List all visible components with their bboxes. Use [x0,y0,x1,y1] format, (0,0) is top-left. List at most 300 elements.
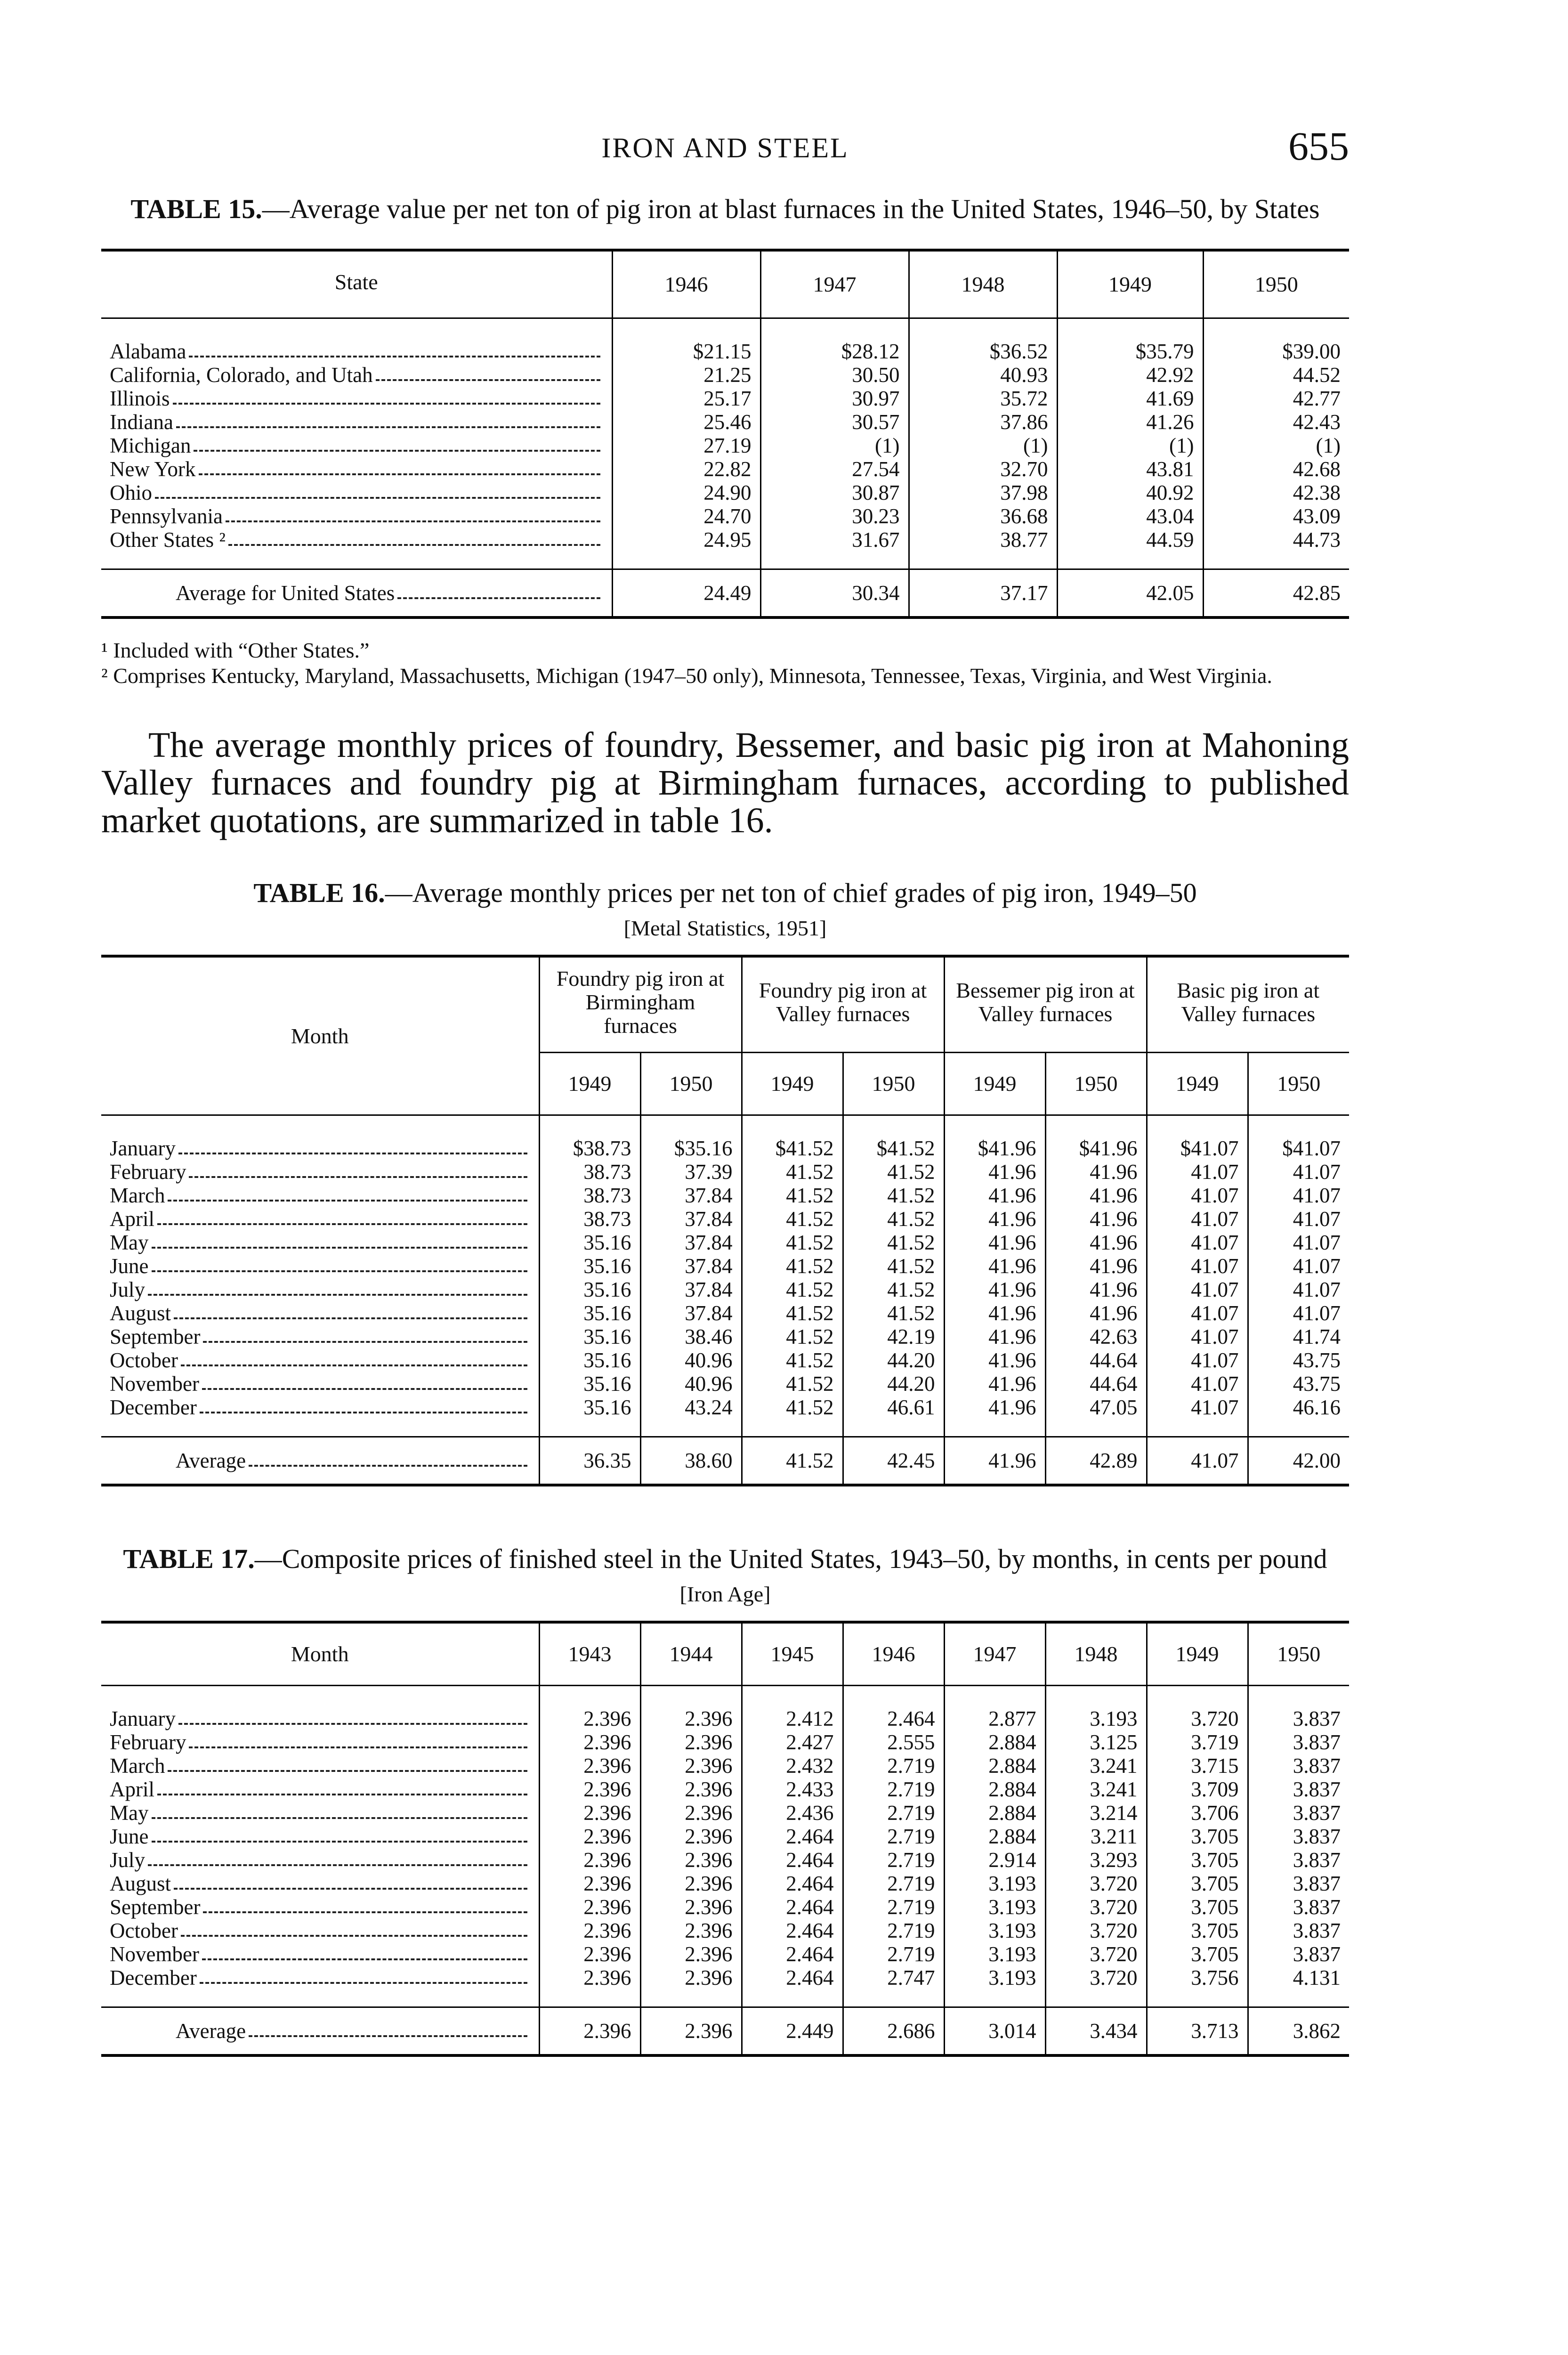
table-cell: 2.396 [539,1966,640,2007]
table-row [101,387,1349,410]
table17-header-year: 1944 [640,1622,742,1686]
table-cell: 2.877 [944,1686,1045,1731]
table-cell: 41.07 [1248,1278,1349,1301]
table-cell: 35.16 [539,1372,640,1396]
table-cell: $21.15 [612,318,760,364]
table-cell: $41.07 [1248,1115,1349,1161]
table15-header-state: State [101,250,612,318]
table-cell: 41.07 [1147,1325,1248,1348]
dot-leader [189,340,600,357]
table17-header-year: 1948 [1045,1622,1147,1686]
table-row [101,318,1349,364]
table15-header-year: 1947 [760,250,909,318]
row-label [101,1848,539,1872]
table-cell: 46.61 [843,1396,944,1437]
table-cell: $38.73 [539,1115,640,1161]
table-cell: 43.81 [1057,457,1203,481]
table-row [101,1301,1349,1325]
table-cell: 40.93 [909,363,1057,387]
table16-title: —Average monthly prices per net ton of chief grades of pig iron, 1949–50 [385,877,1197,908]
table-cell: 41.26 [1057,410,1203,434]
row-label [101,1325,539,1348]
table17-title: —Composite prices of finished steel in the United States, 1943–50, by months, in cents per pound [254,1543,1327,1574]
table-cell: 41.96 [944,1396,1045,1437]
table16 [101,955,1349,1486]
table-cell: 3.720 [1045,1872,1147,1895]
table-cell: 41.07 [1147,1372,1248,1396]
table-cell: 2.396 [539,1730,640,1754]
table-cell: 3.720 [1045,1966,1147,2007]
table15-footnotes [101,638,1349,689]
row-label [101,1348,539,1372]
row-label-text: June [110,1825,149,1848]
table-cell: 41.96 [944,1372,1045,1396]
table-cell: 2.396 [539,1825,640,1848]
table-cell: 41.07 [1248,1207,1349,1231]
table-cell: 3.720 [1045,1942,1147,1966]
table-cell: 41.96 [944,1184,1045,1207]
table16-group-header: Bessemer pig iron at Valley furnaces [944,956,1147,1053]
table-cell: 2.747 [843,1966,944,2007]
table-cell: 2.464 [742,1872,843,1895]
table-cell: 2.396 [539,1942,640,1966]
average-cell: 42.00 [1248,1437,1349,1486]
table16-header-year: 1949 [742,1053,843,1115]
table-cell: 41.07 [1248,1160,1349,1184]
footnote: ¹ Included with “Other States.” [101,638,370,662]
table-cell: 35.16 [539,1278,640,1301]
average-row [101,2007,1349,2056]
dot-leader [226,504,600,522]
row-label-text: December [110,1966,197,1990]
dot-leader [168,1754,527,1772]
table-row [101,1348,1349,1372]
table-cell: 2.914 [944,1848,1045,1872]
table16-header-year: 1949 [539,1053,640,1115]
table-cell: 2.719 [843,1801,944,1825]
table-row [101,1372,1349,1396]
table16-header-year: 1950 [1248,1053,1349,1115]
average-cell: 2.686 [843,2007,944,2056]
dot-leader [157,1207,527,1225]
table-cell: (1) [760,434,909,457]
row-label [101,1872,539,1895]
table-cell: 43.09 [1203,504,1349,528]
table-cell: 41.52 [742,1396,843,1437]
table-cell: 41.07 [1147,1207,1248,1231]
table17-header-row [101,1622,1349,1686]
table-cell: 3.837 [1248,1942,1349,1966]
table-cell: 27.54 [760,457,909,481]
table-cell: 2.396 [539,1801,640,1825]
table-cell: 41.52 [742,1372,843,1396]
table16-header-year: 1950 [640,1053,742,1115]
table-row [101,1686,1349,1731]
row-label-text: April [110,1207,154,1231]
table-cell: 3.837 [1248,1778,1349,1801]
table-cell: 2.396 [640,1801,742,1825]
table-cell: 38.77 [909,528,1057,569]
table-cell: 41.96 [944,1254,1045,1278]
table-cell: 30.87 [760,481,909,504]
table-row [101,1801,1349,1825]
table-row [101,481,1349,504]
table-cell: 3.837 [1248,1686,1349,1731]
table-cell: 44.73 [1203,528,1349,569]
table-cell: 3.705 [1147,1848,1248,1872]
table-cell: $36.52 [909,318,1057,364]
dot-leader [200,1396,527,1413]
row-label [101,2007,539,2056]
table-cell: 41.52 [742,1348,843,1372]
table-cell: (1) [1057,434,1203,457]
table-row [101,504,1349,528]
table15-title: —Average value per net ton of pig iron at blast furnaces in the United States, 1946–50, by States [262,194,1320,224]
table-cell: 2.396 [539,1754,640,1778]
table-cell: 37.39 [640,1160,742,1184]
table-cell: 40.92 [1057,481,1203,504]
table-cell: 2.719 [843,1754,944,1778]
table-cell: 42.68 [1203,457,1349,481]
table17-header-year: 1946 [843,1622,944,1686]
table17-caption [101,1543,1349,1575]
table-row [101,528,1349,569]
table-cell: 41.52 [843,1301,944,1325]
table-cell: 43.04 [1057,504,1203,528]
table-cell: 40.96 [640,1372,742,1396]
average-cell: 3.862 [1248,2007,1349,2056]
row-label-text: September [110,1325,201,1348]
table-row [101,410,1349,434]
table-cell: 2.396 [640,1895,742,1919]
table-cell: 3.719 [1147,1730,1248,1754]
table-cell: 3.715 [1147,1754,1248,1778]
table-cell: 35.16 [539,1325,640,1348]
table-cell: 35.16 [539,1348,640,1372]
row-label-text: November [110,1942,199,1966]
dot-leader [203,1895,527,1913]
row-label-text: July [110,1848,145,1872]
table-cell: 3.193 [944,1942,1045,1966]
row-label-text: April [110,1778,154,1801]
table-cell: 2.412 [742,1686,843,1731]
row-label-text: February [110,1730,186,1754]
table-cell: 41.52 [742,1254,843,1278]
table-cell: 25.46 [612,410,760,434]
row-label [101,569,612,618]
table-row [101,1778,1349,1801]
row-label [101,528,612,569]
table-cell: 2.464 [742,1825,843,1848]
table-cell: 3.756 [1147,1966,1248,2007]
table-cell: 44.52 [1203,363,1349,387]
table-cell: 2.396 [539,1872,640,1895]
document-page [101,118,1349,2057]
table-cell: 41.52 [843,1231,944,1254]
table-cell: (1) [909,434,1057,457]
row-label [101,1966,539,2007]
table-cell: 3.837 [1248,1754,1349,1778]
table-cell: 30.23 [760,504,909,528]
row-label-text: November [110,1372,199,1396]
table-row [101,1254,1349,1278]
table-cell: 2.555 [843,1730,944,1754]
average-cell: 41.96 [944,1437,1045,1486]
row-label-text: March [110,1184,165,1207]
table-row [101,1872,1349,1895]
row-label-text: January [110,1137,176,1160]
row-label-text: January [110,1707,176,1730]
table-cell: 41.96 [1045,1301,1147,1325]
table-cell: 3.709 [1147,1778,1248,1801]
table-row [101,1325,1349,1348]
table-cell: 27.19 [612,434,760,457]
table-cell: $41.52 [742,1115,843,1161]
table-cell: 3.193 [944,1919,1045,1942]
table-cell: $41.07 [1147,1115,1248,1161]
table-cell: 3.293 [1045,1848,1147,1872]
row-label [101,1254,539,1278]
table-cell: 41.52 [742,1207,843,1231]
row-label [101,1184,539,1207]
table16-header-month: Month [101,956,539,1115]
dot-leader [249,2019,527,2037]
table-cell: 42.92 [1057,363,1203,387]
table-cell: $35.79 [1057,318,1203,364]
row-label-text: October [110,1919,178,1942]
average-cell: 41.07 [1147,1437,1248,1486]
table-cell: 2.432 [742,1754,843,1778]
table17-header-year: 1949 [1147,1622,1248,1686]
table-cell: 2.884 [944,1801,1045,1825]
table16-header-year: 1949 [944,1053,1045,1115]
row-label [101,318,612,364]
row-label [101,504,612,528]
table-cell: 40.96 [640,1348,742,1372]
table-cell: 44.64 [1045,1372,1147,1396]
table-cell: 41.96 [1045,1254,1147,1278]
table15-number: TABLE 15. [130,194,262,224]
table-cell: 3.241 [1045,1778,1147,1801]
dot-leader [181,1919,527,1937]
average-cell: 42.85 [1203,569,1349,618]
table-cell: 35.16 [539,1396,640,1437]
table-cell: 41.96 [1045,1184,1147,1207]
average-cell: 42.05 [1057,569,1203,618]
row-label [101,1942,539,1966]
table-row [101,1115,1349,1161]
table-cell: 44.20 [843,1348,944,1372]
average-cell: 3.014 [944,2007,1045,2056]
table-cell: 41.69 [1057,387,1203,410]
table-cell: 2.436 [742,1801,843,1825]
table-row [101,1754,1349,1778]
table-cell: 35.16 [539,1231,640,1254]
table-cell: 2.396 [640,1942,742,1966]
table15-header-year: 1950 [1203,250,1349,318]
table-cell: 38.73 [539,1184,640,1207]
row-label [101,1686,539,1731]
table-cell: 41.07 [1147,1231,1248,1254]
table-cell: 41.07 [1248,1231,1349,1254]
table-cell: 2.719 [843,1848,944,1872]
row-label-text: August [110,1872,171,1895]
average-cell: 2.396 [640,2007,742,2056]
row-label-text: New York [110,457,196,481]
table-cell: 41.52 [742,1184,843,1207]
table-cell: 3.837 [1248,1825,1349,1848]
row-label [101,1919,539,1942]
table-cell: 3.705 [1147,1942,1248,1966]
table-cell: 2.396 [640,1872,742,1895]
dot-leader [173,387,600,405]
table17-header-year: 1950 [1248,1622,1349,1686]
table-cell: 2.396 [640,1966,742,2007]
table-cell: 41.52 [843,1160,944,1184]
row-label-text: Indiana [110,410,173,434]
table-cell: 41.07 [1147,1160,1248,1184]
table-cell: 42.19 [843,1325,944,1348]
table-cell: 2.719 [843,1872,944,1895]
table-cell: 41.52 [843,1254,944,1278]
table-cell: 2.719 [843,1942,944,1966]
row-label-text: Illinois [110,387,170,410]
table-cell: 2.396 [640,1778,742,1801]
table-cell: 43.24 [640,1396,742,1437]
table16-source: [Metal Statistics, 1951] [623,916,827,940]
table-cell: 44.59 [1057,528,1203,569]
table-row [101,1396,1349,1437]
table17-source: [Iron Age] [679,1582,771,1606]
dot-leader [152,1825,527,1843]
row-label-text: California, Colorado, and Utah [110,363,373,387]
table-cell: 2.427 [742,1730,843,1754]
row-label [101,1754,539,1778]
table-cell: 37.84 [640,1301,742,1325]
dot-leader [168,1184,527,1202]
average-cell: 30.34 [760,569,909,618]
table-cell: 44.20 [843,1372,944,1396]
average-cell: 38.60 [640,1437,742,1486]
table-cell: 42.38 [1203,481,1349,504]
table-cell: 41.96 [944,1325,1045,1348]
table-cell: 30.50 [760,363,909,387]
table-cell: 3.705 [1147,1919,1248,1942]
table-cell: 3.125 [1045,1730,1147,1754]
table-cell: 41.96 [944,1231,1045,1254]
table-cell: 41.96 [944,1301,1045,1325]
table16-caption [101,877,1349,909]
table-cell: 3.705 [1147,1825,1248,1848]
table-cell: $41.52 [843,1115,944,1161]
dot-leader [152,1254,527,1272]
row-label-text: December [110,1396,197,1419]
table-cell: 37.84 [640,1254,742,1278]
dot-leader [376,363,600,381]
running-title: IRON AND STEEL [601,132,849,163]
table17-header-year: 1943 [539,1622,640,1686]
table17 [101,1621,1349,2057]
dot-leader [181,1348,527,1366]
table-cell: 3.705 [1147,1895,1248,1919]
average-cell: 2.449 [742,2007,843,2056]
table-row [101,1184,1349,1207]
dot-leader [157,1778,527,1795]
table-cell: 2.719 [843,1919,944,1942]
table-cell: 41.96 [1045,1231,1147,1254]
table-cell: 2.719 [843,1895,944,1919]
table-cell: $41.96 [1045,1115,1147,1161]
dot-leader [249,1449,527,1467]
dot-leader [194,434,600,452]
row-label [101,457,612,481]
dot-leader [174,1301,527,1319]
average-cell: 37.17 [909,569,1057,618]
table-cell: 3.193 [944,1872,1045,1895]
table16-group-header: Basic pig iron at Valley furnaces [1147,956,1349,1053]
average-cell: 3.434 [1045,2007,1147,2056]
row-label [101,1396,539,1437]
table-cell: 41.52 [843,1184,944,1207]
table-cell: 2.396 [539,1686,640,1731]
table16-group-row [101,956,1349,1053]
table-cell: 2.719 [843,1778,944,1801]
row-label [101,1115,539,1161]
table17-number: TABLE 17. [123,1543,255,1574]
table-cell: 24.90 [612,481,760,504]
table-cell: 41.52 [843,1207,944,1231]
table-cell: 43.75 [1248,1372,1349,1396]
row-label [101,1278,539,1301]
average-cell: 42.45 [843,1437,944,1486]
table-cell: $28.12 [760,318,909,364]
table17-header-month: Month [101,1622,539,1686]
table-cell: 3.214 [1045,1801,1147,1825]
table-cell: 4.131 [1248,1966,1349,2007]
row-label [101,1160,539,1184]
average-cell: 24.49 [612,569,760,618]
table-cell: 2.464 [742,1848,843,1872]
footnote: ² Comprises Kentucky, Maryland, Massachusetts, Michigan (1947–50 only), Minnesota, Tennessee, Texas, Virginia, and West Virginia. [101,664,1272,688]
row-label-text: August [110,1301,171,1325]
table-cell: 3.720 [1147,1686,1248,1731]
body-paragraph: The average monthly prices of foundry, Bessemer, and basic pig iron at Mahoning Valley furnaces and foundry pig at Birmingham furnaces, according to published market quotations, are summarized in table 16. [101,725,1349,840]
table-cell: 46.16 [1248,1396,1349,1437]
row-label-text: Average [176,2019,246,2043]
table-cell: 37.84 [640,1184,742,1207]
table16-header-year: 1950 [843,1053,944,1115]
table17-header-year: 1945 [742,1622,843,1686]
row-label-text: Pennsylvania [110,504,223,528]
table-cell: 41.07 [1248,1254,1349,1278]
table-cell: 2.396 [640,1848,742,1872]
table-cell: 3.837 [1248,1848,1349,1872]
table-cell: 41.07 [1147,1184,1248,1207]
row-label [101,1301,539,1325]
table-cell: 2.464 [742,1895,843,1919]
table-cell: 37.86 [909,410,1057,434]
table-cell: 43.75 [1248,1348,1349,1372]
table-cell: 41.07 [1147,1278,1248,1301]
table15-caption [101,193,1349,225]
dot-leader [155,481,600,499]
row-label [101,1778,539,1801]
row-label-text: July [110,1278,145,1301]
table-cell: 37.84 [640,1207,742,1231]
table-cell: 41.07 [1147,1301,1248,1325]
dot-leader [203,1325,527,1343]
table-row [101,1278,1349,1301]
